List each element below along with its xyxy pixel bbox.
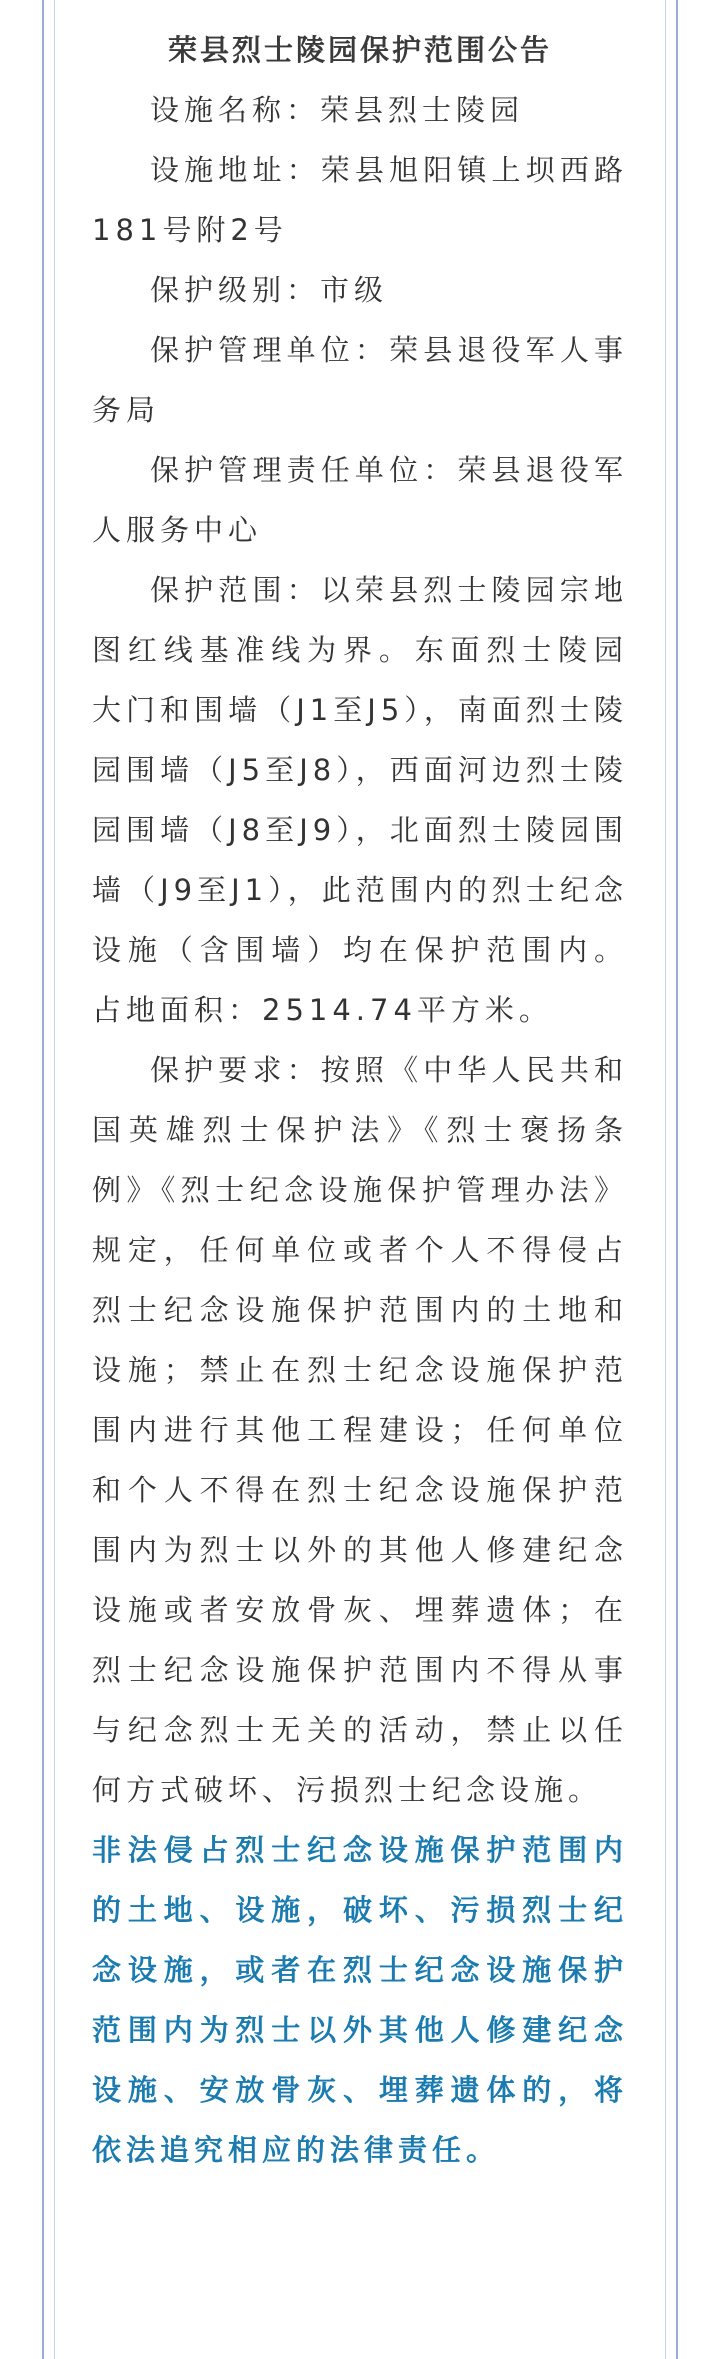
left-border-line (42, 0, 44, 2359)
left-inner-border-line (54, 0, 55, 2359)
right-inner-border-line (665, 0, 666, 2359)
announcement-title: 荣县烈士陵园保护范围公告 (167, 33, 552, 67)
protection-level-paragraph: 保护级别：市级 (150, 273, 389, 307)
announcement-body (92, 20, 628, 2180)
protection-scope-paragraph: 保护范围：以荣县烈士陵园宗地图红线基准线为界。东面烈士陵园大门和围墙（J1至J5），南面烈士陵园围墙（J5至J8），西面河边烈士陵园围墙（J8至J9），北面烈士陵园围墙（J9至J1），此范围内的烈士纪念设施（含围墙）均在保护范围内。占地面积：2514.74平方米。 (92, 573, 628, 1027)
facility-name-paragraph: 设施名称：荣县烈士陵园 (150, 93, 525, 127)
protection-requirements-paragraph: 保护要求：按照《中华人民共和国英雄烈士保护法》《烈士褒扬条例》《烈士纪念设施保护管理办法》规定，任何单位或者个人不得侵占烈士纪念设施保护范围内的土地和设施；禁止在烈士纪念设施保护范围内进行其他工程建设；任何单位和个人不得在烈士纪念设施保护范围内为烈士以外的其他人修建纪念设施或者安放骨灰、埋葬遗体；在烈士纪念设施保护范围内不得从事与纪念烈士无关的活动，禁止以任何方式破坏、污损烈士纪念设施。 (92, 1053, 628, 1807)
management-unit-paragraph: 保护管理单位：荣县退役军人事务局 (92, 333, 628, 427)
legal-warning-paragraph: 非法侵占烈士纪念设施保护范围内的土地、设施，破坏、污损烈士纪念设施，或者在烈士纪念设施保护范围内为烈士以外其他人修建纪念设施、安放骨灰、埋葬遗体的，将依法追究相应的法律责任。 (92, 1833, 628, 2167)
facility-address-paragraph: 设施地址：荣县旭阳镇上坝西路181号附2号 (92, 153, 628, 247)
right-border-line (676, 0, 678, 2359)
responsible-unit-paragraph: 保护管理责任单位：荣县退役军人服务中心 (92, 453, 628, 547)
